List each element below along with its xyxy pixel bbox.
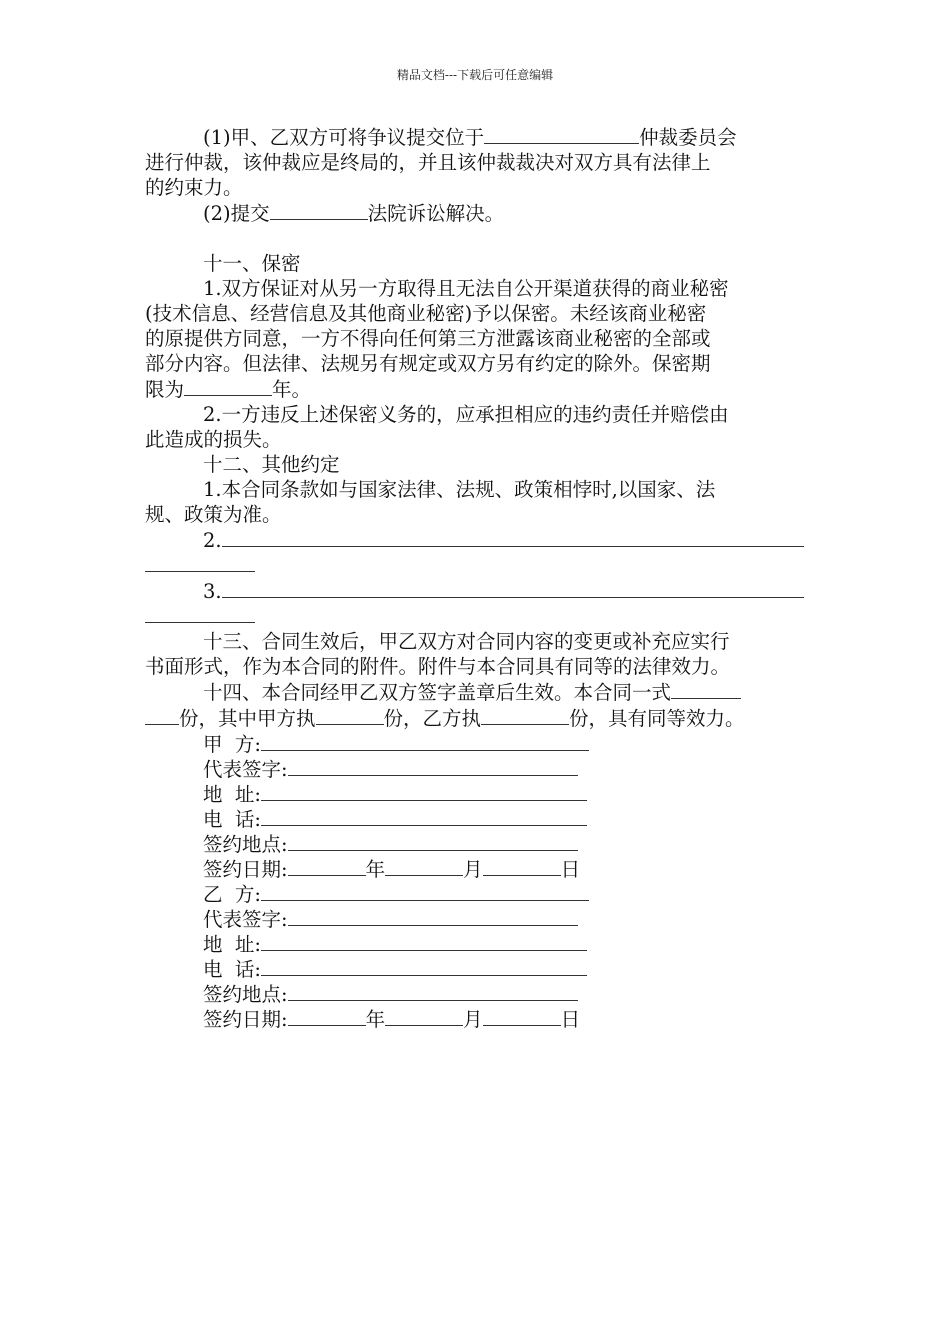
- item-2-blank[interactable]: [222, 527, 804, 547]
- party-a-year-field[interactable]: [288, 856, 366, 876]
- party-b-rep-row: [145, 906, 810, 931]
- field-label: 电 话:: [203, 958, 261, 981]
- party-a-tel-row: [145, 806, 810, 831]
- party-b-addr-row: [145, 931, 810, 956]
- period-label: 限为: [145, 378, 185, 401]
- field-label: 电 话:: [203, 808, 261, 831]
- confidentiality-line: 2.一方违反上述保密义务的，应承担相应的违约责任并赔偿由: [203, 403, 729, 426]
- copies-text: 份，乙方执: [383, 707, 482, 730]
- party-b-place-row: [145, 981, 810, 1006]
- field-label: 乙 方:: [203, 883, 261, 906]
- party-b-name-field[interactable]: [261, 881, 589, 901]
- confidentiality-line: 1.双方保证对从另一方取得且无法自公开渠道获得的商业秘密: [203, 277, 729, 300]
- litigation-text: 法院诉讼解决。: [367, 202, 505, 225]
- litigation-text: (2)提交: [203, 202, 270, 225]
- field-label: 甲 方:: [203, 733, 261, 756]
- party-a-place-row: [145, 831, 810, 856]
- party-b-addr-field[interactable]: [261, 931, 587, 951]
- copies-text: 份，其中甲方执: [179, 707, 316, 730]
- party-b-copies-blank[interactable]: [481, 705, 569, 725]
- date-unit: 月: [463, 858, 483, 881]
- other-line: 规、政策为准。: [145, 503, 282, 526]
- party-b-name-row: [145, 881, 810, 906]
- party-b-date-row: [145, 1006, 810, 1031]
- section-title-confidentiality: 十一、保密: [203, 252, 301, 275]
- court-blank[interactable]: [270, 200, 368, 220]
- field-label: 代表签字:: [203, 758, 288, 781]
- party-a-name-field[interactable]: [261, 731, 589, 751]
- other-item-3: [145, 578, 810, 604]
- party-a-date-row: [145, 856, 810, 881]
- party-b-rep-field[interactable]: [288, 906, 578, 926]
- party-a-tel-field[interactable]: [261, 806, 587, 826]
- party-a-day-field[interactable]: [483, 856, 561, 876]
- other-line: 1.本合同条款如与国家法律、法规、政策相悖时,以国家、法: [203, 478, 716, 501]
- party-a-copies-blank[interactable]: [316, 705, 384, 725]
- copies-total-blank-continued[interactable]: [145, 705, 179, 725]
- confidentiality-line: 的原提供方同意，一方不得向任何第三方泄露该商业秘密的全部或: [145, 327, 711, 350]
- period-blank[interactable]: [184, 376, 272, 396]
- other-item-2: [145, 527, 810, 553]
- copies-line-2: [145, 705, 810, 731]
- field-label: 地 址:: [203, 783, 261, 806]
- date-unit: 年: [365, 858, 386, 881]
- party-b-tel-row: [145, 956, 810, 981]
- copies-total-blank[interactable]: [671, 679, 741, 699]
- effect-line: 十三、合同生效后，甲乙双方对合同内容的变更或补充应实行: [203, 630, 730, 653]
- confidentiality-period-line: [145, 376, 810, 402]
- copies-text: 十四、本合同经甲乙双方签字盖章后生效。本合同一式: [203, 681, 672, 704]
- page-header: 精品文档---下载后可任意编辑: [396, 68, 554, 82]
- field-label: 签约日期:: [203, 858, 288, 881]
- confidentiality-line: 部分内容。但法律、法规另有规定或双方另有约定的除外。保密期: [145, 352, 711, 375]
- date-unit: 年: [365, 1008, 386, 1031]
- arbitration-text: (1)甲、乙双方可将争议提交位于: [203, 126, 485, 149]
- field-label: 签约地点:: [203, 983, 288, 1006]
- copies-text: 份，具有同等效力。: [569, 707, 745, 730]
- contract-body: [145, 124, 810, 1031]
- item-number: 2.: [203, 529, 222, 552]
- effect-line: 书面形式，作为本合同的附件。附件与本合同具有同等的法律效力。: [145, 655, 731, 678]
- party-a-rep-field[interactable]: [288, 756, 578, 776]
- party-b-year-field[interactable]: [288, 1006, 366, 1026]
- party-a-month-field[interactable]: [385, 856, 463, 876]
- party-b-tel-field[interactable]: [261, 956, 587, 976]
- party-b-place-field[interactable]: [288, 981, 578, 1001]
- item-2-blank-continued[interactable]: [145, 571, 255, 572]
- field-label: 地 址:: [203, 933, 261, 956]
- party-a-addr-row: [145, 781, 810, 806]
- date-unit: 日: [560, 858, 581, 881]
- arbitration-line-2: 进行仲裁，该仲裁应是终局的，并且该仲裁裁决对双方具有法律上: [145, 151, 711, 174]
- party-a-place-field[interactable]: [288, 831, 578, 851]
- item-number: 3.: [203, 580, 222, 603]
- field-label: 签约地点:: [203, 833, 288, 856]
- arbitration-line-1: [145, 124, 810, 150]
- item-3-blank-continued[interactable]: [145, 622, 255, 623]
- confidentiality-line: (技术信息、经营信息及其他商业秘密)予以保密。未经该商业秘密: [145, 302, 707, 325]
- arbitration-text: 仲裁委员会: [639, 126, 737, 149]
- confidentiality-line: 此造成的损失。: [145, 428, 282, 451]
- field-label: 签约日期:: [203, 1008, 288, 1031]
- date-unit: 月: [463, 1008, 483, 1031]
- field-label: 代表签字:: [203, 908, 288, 931]
- party-a-addr-field[interactable]: [261, 781, 587, 801]
- party-a-name-row: [145, 731, 810, 756]
- section-title-other: 十二、其他约定: [203, 453, 340, 476]
- date-unit: 日: [560, 1008, 581, 1031]
- period-unit: 年。: [272, 378, 312, 401]
- arbitration-line-3: 的约束力。: [145, 176, 243, 199]
- party-a-rep-row: [145, 756, 810, 781]
- party-b-day-field[interactable]: [483, 1006, 561, 1026]
- litigation-line: [145, 200, 810, 226]
- party-b-month-field[interactable]: [385, 1006, 463, 1026]
- item-3-blank[interactable]: [222, 578, 804, 598]
- arbitration-blank[interactable]: [484, 124, 639, 144]
- copies-line-1: [145, 679, 810, 705]
